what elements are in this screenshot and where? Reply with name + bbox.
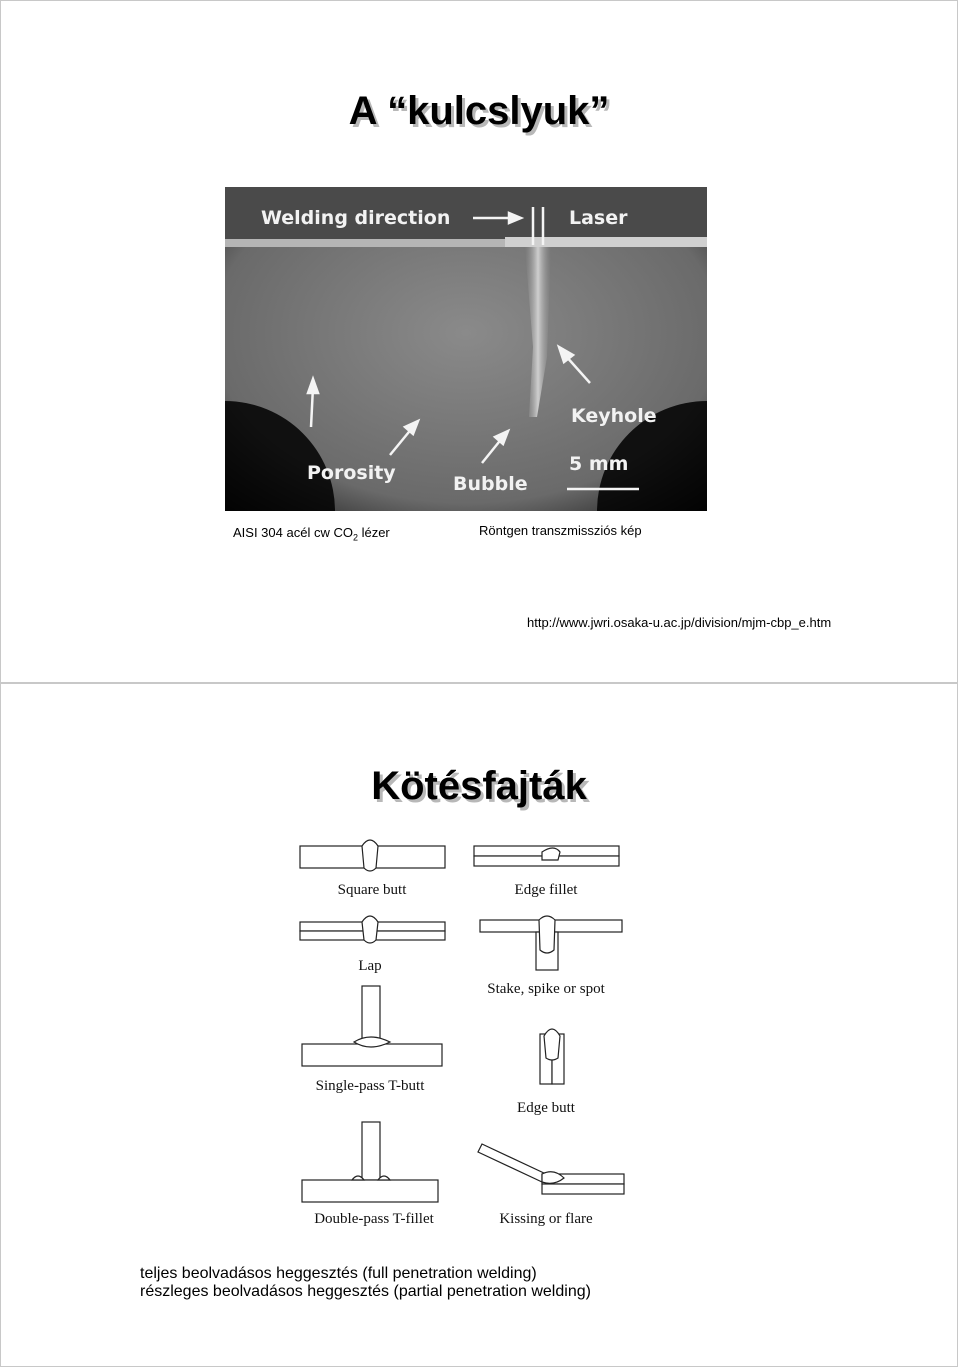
- edge-butt-drawing: [540, 1029, 564, 1084]
- single-t-butt-drawing: [302, 986, 442, 1066]
- xray-image: [225, 187, 707, 511]
- caption-material-text: AISI 304 acél cw CO: [233, 525, 353, 540]
- source-url: http://www.jwri.osaka-u.ac.jp/division/mjm-cbp_e.htm: [527, 615, 832, 630]
- label-edge-fillet: Edge fillet: [514, 882, 578, 898]
- text-full-penetration: teljes beolvadásos heggesztés (full penetration welding): [140, 1265, 537, 1282]
- joint-types-diagram: [292, 822, 672, 1242]
- label-welding-direction: Welding direction: [261, 207, 451, 229]
- slide-keyhole: [0, 0, 958, 683]
- caption-material-sub: 2: [352, 532, 358, 543]
- caption-material: [233, 525, 390, 543]
- label-double-t-fillet: Double-pass T-fillet: [314, 1211, 434, 1227]
- slide-title: Kötésfajták: [371, 764, 587, 808]
- label-stake: Stake, spike or spot: [487, 981, 605, 997]
- stake-drawing: [480, 916, 622, 970]
- label-keyhole: Keyhole: [571, 405, 657, 427]
- label-square-butt: Square butt: [337, 882, 407, 898]
- label-bubble: Bubble: [453, 473, 528, 495]
- lap-drawing: [300, 916, 445, 943]
- label-edge-butt: Edge butt: [517, 1100, 575, 1116]
- label-scale: 5 mm: [569, 453, 629, 475]
- caption-material-suffix: lézer: [357, 525, 390, 540]
- label-single-t-butt: Single-pass T-butt: [315, 1078, 425, 1094]
- text-partial-penetration: részleges beolvadásos heggesztés (partial penetration welding): [140, 1283, 591, 1300]
- label-kissing: Kissing or flare: [499, 1211, 593, 1227]
- caption-xray: Röntgen transzmissziós kép: [479, 523, 642, 538]
- kissing-drawing: [478, 1144, 624, 1194]
- square-butt-drawing: [300, 840, 445, 871]
- double-t-fillet-drawing: [302, 1122, 438, 1202]
- edge-fillet-drawing: [474, 846, 619, 866]
- label-laser: Laser: [569, 207, 628, 229]
- label-lap: Lap: [358, 958, 382, 974]
- label-porosity: Porosity: [307, 462, 396, 484]
- slide-title: A “kulcslyuk”: [348, 89, 610, 133]
